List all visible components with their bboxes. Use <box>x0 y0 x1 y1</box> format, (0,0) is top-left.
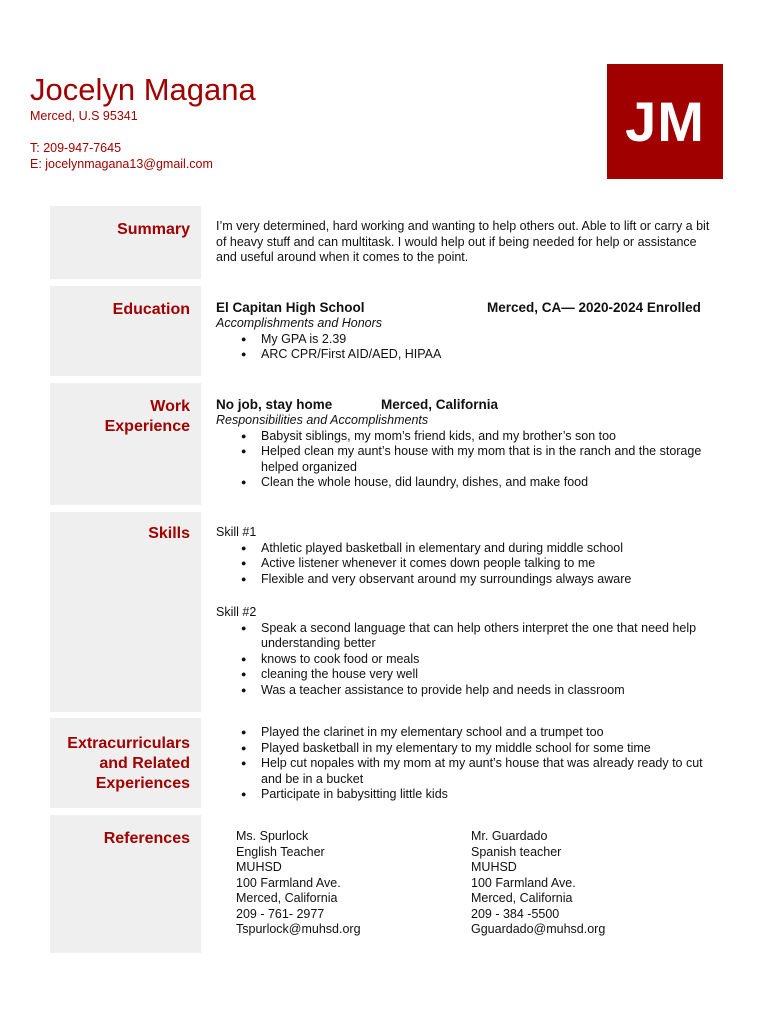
reference-city: Merced, California <box>236 891 338 905</box>
reference-org: MUHSD <box>471 860 517 874</box>
school-location: Merced, CA— 2020-2024 Enrolled <box>487 300 701 315</box>
section-label-work: Work Experience <box>50 383 201 505</box>
list-item: ● Was a teacher assistance to provide help and needs in classroom <box>241 683 716 699</box>
skill-group-title: Skill #2 <box>216 605 257 619</box>
candidate-name: Jocelyn Magana <box>30 72 256 107</box>
reference-org: MUHSD <box>236 860 282 874</box>
extracurriculars-list <box>241 725 716 803</box>
reference-city: Merced, California <box>471 891 573 905</box>
monogram-badge: JM <box>607 64 723 179</box>
education-body <box>216 299 716 363</box>
list-item: ● cleaning the house very well <box>241 667 716 683</box>
section-label-summary: Summary <box>50 206 201 279</box>
list-item: ● Help cut nopales with my mom at my aunt’s house that was already ready to cut and be in a bucket <box>241 756 716 787</box>
work-subtitle: Responsibilities and Accomplishments <box>216 413 429 427</box>
resume-header <box>30 72 256 172</box>
reference-card <box>471 829 706 938</box>
work-section <box>50 383 710 505</box>
extracurriculars-body <box>216 725 716 803</box>
list-item: ● Helped clean my aunt’s house with my mom that is in the ranch and the storage helped organized <box>241 444 716 475</box>
list-item: ● My GPA is 2.39 <box>241 332 716 348</box>
section-label-extracurriculars: Extracurriculars and Related Experiences <box>50 718 201 808</box>
reference-street: 100 Farmland Ave. <box>236 875 341 890</box>
education-heading <box>216 299 716 316</box>
education-list <box>241 332 716 363</box>
section-label-references: References <box>50 815 201 953</box>
work-title: No job, stay home <box>216 397 333 412</box>
list-item: ● Babysit siblings, my mom’s friend kids, and my brother’s son too <box>241 429 716 445</box>
extracurriculars-section <box>50 718 710 808</box>
list-item: ● Clean the whole house, did laundry, dishes, and make food <box>241 475 716 491</box>
list-item: ● Participate in babysitting little kids <box>241 787 716 803</box>
reference-role: Spanish teacher <box>471 844 562 859</box>
education-section <box>50 286 710 376</box>
reference-phone: 209 - 761- 2977 <box>236 906 325 921</box>
list-item: ● knows to cook food or meals <box>241 652 716 668</box>
summary-section <box>50 206 710 279</box>
education-subtitle: Accomplishments and Honors <box>216 316 383 330</box>
references-section <box>50 815 710 953</box>
work-heading <box>216 396 716 413</box>
skill-group-title: Skill #1 <box>216 525 257 539</box>
reference-phone: 209 - 384 -5500 <box>471 906 560 921</box>
reference-street: 100 Farmland Ave. <box>471 875 576 890</box>
work-location: Merced, California <box>381 397 499 412</box>
list-item: ● ARC CPR/First AID/AED, HIPAA <box>241 347 716 363</box>
list-item: ● Active listener whenever it comes down people talking to me <box>241 556 716 572</box>
reference-name: Mr. Guardado <box>471 829 548 843</box>
work-body <box>216 396 716 491</box>
section-label-education: Education <box>50 286 201 376</box>
school-name: El Capitan High School <box>216 300 365 315</box>
list-item: ● Flexible and very observant around my surroundings always aware <box>241 572 716 588</box>
references-body <box>216 829 716 938</box>
reference-email: Tspurlock@muhsd.org <box>236 922 361 936</box>
references-columns <box>236 829 716 938</box>
reference-name: Ms. Spurlock <box>236 829 309 843</box>
skills-body <box>216 525 716 698</box>
phone: T: 209-947-7645 <box>30 141 122 155</box>
skills-list-1 <box>241 541 716 588</box>
skills-list-2 <box>241 621 716 699</box>
address: Merced, U.S 95341 <box>30 109 138 123</box>
section-label-skills: Skills <box>50 512 201 712</box>
email: E: jocelynmagana13@gmail.com <box>30 157 213 171</box>
reference-role: English Teacher <box>236 844 325 859</box>
list-item: ● Played basketball in my elementary to my middle school for some time <box>241 741 716 757</box>
list-item: ● Athletic played basketball in elementary and during middle school <box>241 541 716 557</box>
reference-card <box>236 829 471 938</box>
summary-text: I’m very determined, hard working and wanting to help others out. Able to lift or carry a bit of heavy stuff and can multitask. I would help out if being needed for help or assistance and useful around when it comes to the point. <box>216 219 710 264</box>
skills-section <box>50 512 710 712</box>
list-item: ● Played the clarinet in my elementary school and a trumpet too <box>241 725 716 741</box>
reference-email: Gguardado@muhsd.org <box>471 922 606 936</box>
work-list <box>241 429 716 491</box>
list-item: ● Speak a second language that can help others interpret the one that need help understanding better <box>241 621 716 652</box>
